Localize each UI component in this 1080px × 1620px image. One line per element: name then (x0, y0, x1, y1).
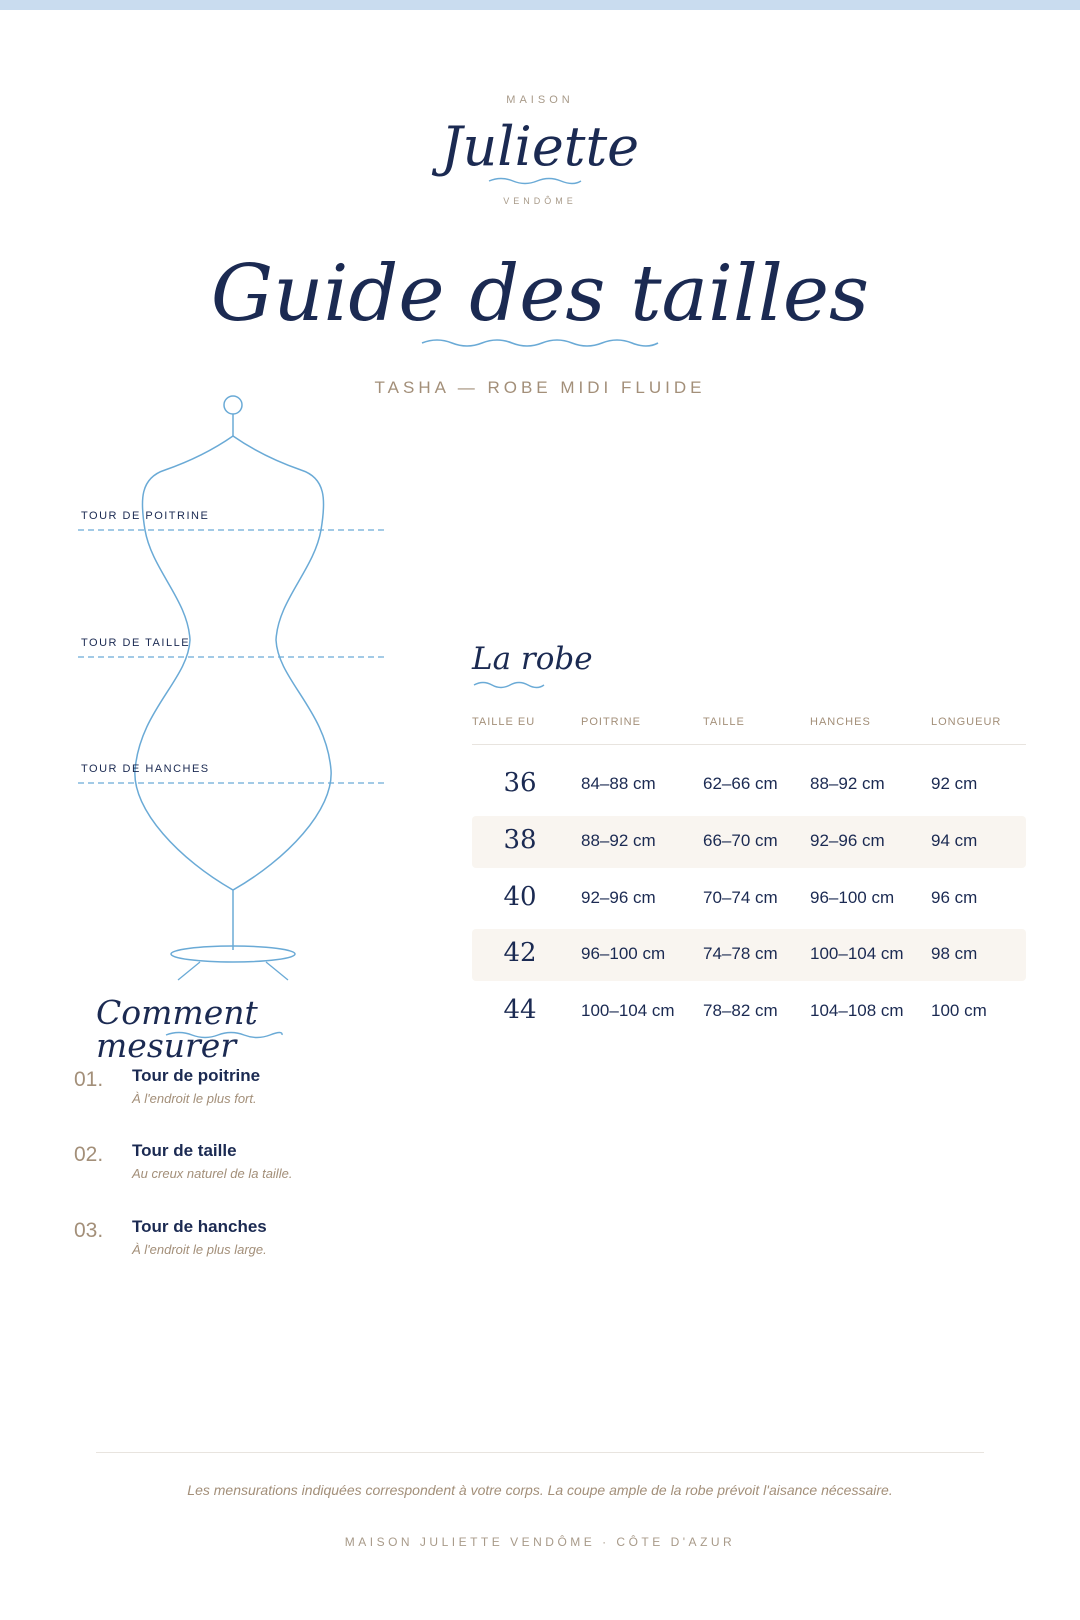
brand-subline: VENDÔME (503, 196, 577, 206)
waist-cell: 66–70 cm (703, 831, 778, 850)
step-title: Tour de hanches (132, 1217, 267, 1236)
brand-kicker: MAISON (506, 94, 574, 106)
bust-cell: 92–96 cm (581, 888, 656, 907)
waist-cell: 70–74 cm (703, 888, 778, 907)
step-note: À l'endroit le plus large. (132, 1242, 267, 1257)
footer-note: Les mensurations indiquées correspondent à votre corps. La coupe ample de la robe prévoit l'aisance nécessaire. (187, 1482, 893, 1498)
bust-cell: 100–104 cm (581, 1001, 675, 1020)
table-title-wave-ornament (472, 680, 546, 690)
step-title: Tour de poitrine (132, 1066, 261, 1085)
how-to-wave-ornament (164, 1030, 284, 1040)
bust-cell: 88–92 cm (581, 831, 656, 850)
hips-cell: 92–96 cm (810, 831, 885, 850)
table-row (472, 929, 1026, 981)
bust-cell: 96–100 cm (581, 944, 666, 963)
step-note: À l'endroit le plus fort. (132, 1091, 257, 1106)
hips-cell: 104–108 cm (810, 1001, 904, 1020)
step-title: Tour de taille (132, 1141, 237, 1160)
mannequin-label-bust: TOUR DE POITRINE (81, 510, 210, 522)
hips-cell: 88–92 cm (810, 774, 885, 793)
column-header: TAILLE (703, 716, 745, 728)
brand-logo-name: Juliette (440, 115, 640, 178)
length-cell: 92 cm (931, 774, 978, 793)
brand-wave-ornament (487, 176, 583, 186)
mannequin-illustration (70, 390, 400, 990)
table-title: La robe (472, 641, 593, 677)
hips-cell: 96–100 cm (810, 888, 895, 907)
how-to-title: Comment mesurer (96, 993, 258, 1065)
column-header: TAILLE EU (472, 716, 536, 728)
title-wave-ornament (420, 336, 660, 350)
step-note: Au creux naturel de la taille. (132, 1166, 293, 1181)
table-row (472, 986, 1026, 1038)
length-cell: 100 cm (931, 1001, 987, 1020)
hips-cell: 100–104 cm (810, 944, 904, 963)
bust-cell: 84–88 cm (581, 774, 656, 793)
length-cell: 96 cm (931, 888, 978, 907)
column-header: POITRINE (581, 716, 641, 728)
step-number: 02. (74, 1143, 104, 1166)
waist-cell: 62–66 cm (703, 774, 778, 793)
page-subtitle: TASHA — ROBE MIDI FLUIDE (374, 378, 706, 397)
page-title: Guide des tailles (210, 249, 870, 339)
size-cell: 42 (503, 938, 537, 968)
mannequin-figure (70, 390, 400, 990)
size-cell: 44 (503, 995, 537, 1025)
mannequin-label-hips: TOUR DE HANCHES (81, 763, 210, 775)
mannequin-label-waist: TOUR DE TAILLE (81, 637, 191, 649)
column-header: HANCHES (810, 716, 871, 728)
table-row (472, 759, 1026, 811)
top-accent-bar (0, 0, 1080, 10)
length-cell: 94 cm (931, 831, 978, 850)
step-number: 03. (74, 1219, 104, 1242)
size-cell: 40 (503, 882, 537, 912)
table-row (472, 873, 1026, 925)
waist-cell: 74–78 cm (703, 944, 778, 963)
step-number: 01. (74, 1068, 104, 1091)
length-cell: 98 cm (931, 944, 978, 963)
table-header (472, 716, 1026, 745)
waist-cell: 78–82 cm (703, 1001, 778, 1020)
table-row (472, 816, 1026, 868)
column-header: LONGUEUR (931, 716, 1002, 728)
footer-divider (96, 1452, 984, 1453)
size-cell: 38 (503, 825, 537, 855)
size-cell: 36 (503, 768, 537, 798)
footer-brand: MAISON JULIETTE VENDÔME · CÔTE D'AZUR (344, 1535, 736, 1549)
